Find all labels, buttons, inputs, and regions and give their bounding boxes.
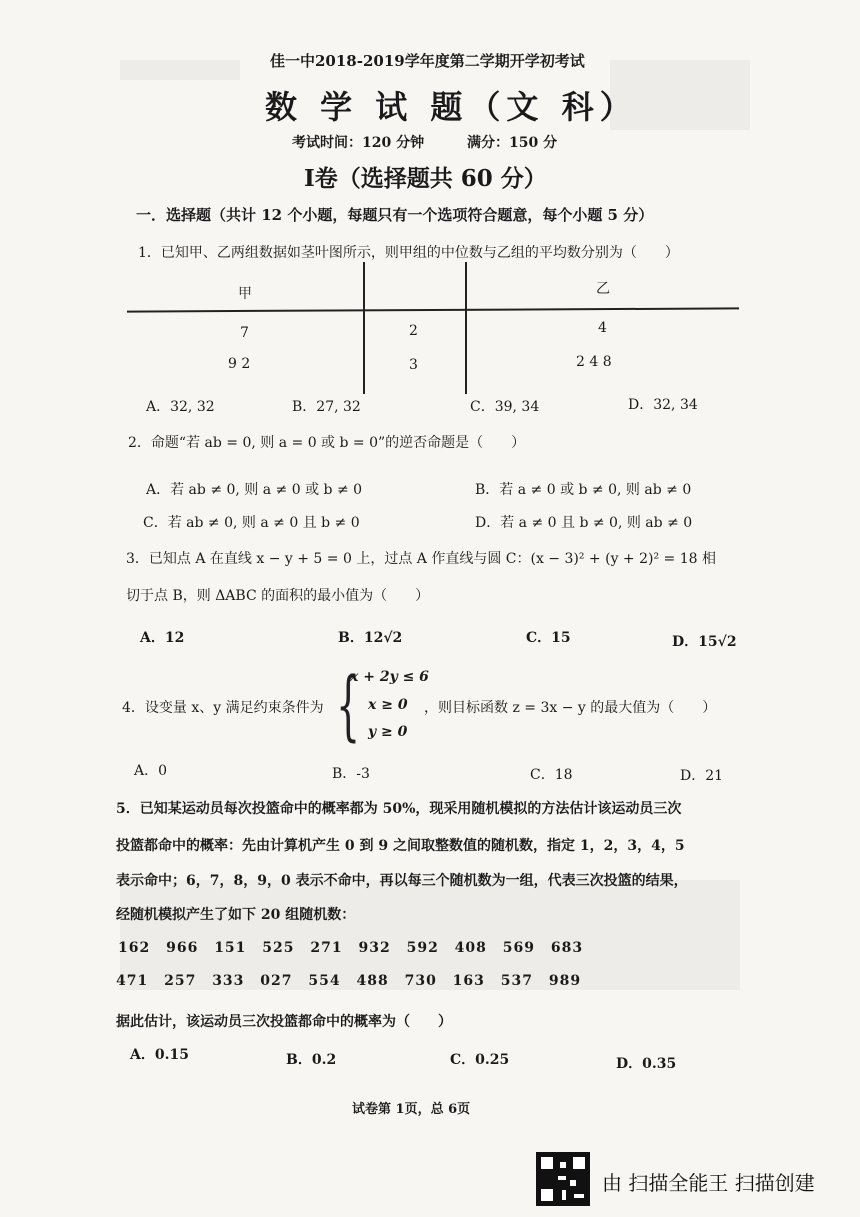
exam-meta [292, 132, 595, 152]
option-b: B．0.2 [286, 1052, 337, 1068]
option-c: C．若 ab ≠ 0, 则 a ≠ 0 且 b ≠ 0 [143, 515, 360, 531]
left-leaf: 7 [240, 325, 249, 341]
question-2-stem: 2．命题“若 ab = 0, 则 a = 0 或 b = 0”的逆否命题是（ ） [128, 435, 526, 451]
left-leaf: 9 2 [228, 356, 251, 372]
option-b: B．27, 32 [292, 399, 361, 415]
constraint: x + 2y ≤ 6 [350, 669, 429, 685]
option-a: A．12 [140, 630, 185, 646]
option-c: C．18 [530, 767, 573, 783]
option-c: C．15 [526, 630, 571, 646]
option-d: D．若 a ≠ 0 且 b ≠ 0, 则 ab ≠ 0 [475, 515, 693, 531]
option-b: B．若 a ≠ 0 或 b ≠ 0, 则 ab ≠ 0 [475, 482, 692, 498]
school-exam-line: 佳一中2018-2019学年度第二学期开学初考试 [270, 52, 585, 70]
question-4-stem: 4．设变量 x、y 满足约束条件为 [122, 700, 324, 716]
stem-leaf-left-header: 甲 [238, 286, 252, 302]
question-5-stem: 5．已知某运动员每次投篮命中的概率都为 50%，现采用随机模拟的方法估计该运动员三次 [116, 801, 682, 817]
right-leaf: 4 [598, 320, 607, 336]
option-b: B．12√2 [338, 630, 403, 646]
question-3-stem: 3．已知点 A 在直线 x − y + 5 = 0 上，过点 A 作直线与圆 C：(x − 3)² + (y + 2)² = 18 相 [126, 551, 716, 567]
table-divider [465, 262, 467, 394]
question-3-stem: 切于点 B，则 ΔABC 的面积的最小值为（ ） [126, 588, 430, 604]
option-d: D．32, 34 [628, 397, 698, 413]
question-1-stem: 1．已知甲、乙两组数据如茎叶图所示，则甲组的中位数与乙组的平均数分别为（ ） [138, 245, 679, 261]
option-c: C．39, 34 [470, 399, 540, 415]
qr-code-icon [536, 1152, 590, 1206]
table-rule [127, 307, 739, 312]
option-a: A．32, 32 [146, 399, 215, 415]
brace-symbol: { [336, 660, 361, 749]
question-5-conclusion: 据此估计，该运动员三次投篮都命中的概率为（ ） [116, 1014, 452, 1030]
question-5-stem: 表示命中；6，7，8，9，0 表示不命中，再以每三个随机数为一组，代表三次投篮的结果， [116, 873, 688, 889]
option-d: D．15√2 [672, 634, 737, 650]
section-title: I卷（选择题共 60 分） [304, 165, 547, 192]
stem-value: 2 [409, 323, 418, 339]
constraint: y ≥ 0 [368, 724, 408, 740]
option-d: D．21 [680, 768, 724, 784]
table-divider [363, 262, 365, 394]
exam-time: 考试时间：120 分钟 [292, 135, 425, 151]
question-4-stem-suffix: ，则目标函数 z = 3x − y 的最大值为（ ） [424, 700, 717, 716]
random-numbers-row: 471 257 333 027 554 488 730 163 537 989 [116, 973, 582, 989]
option-c: C．0.25 [450, 1052, 510, 1068]
option-d: D．0.35 [616, 1056, 677, 1072]
option-b: B．-3 [332, 766, 370, 782]
stem-value: 3 [409, 357, 418, 373]
part-title: 一．选择题（共计 12 个小题，每题只有一个选项符合题意，每个小题 5 分） [136, 206, 654, 224]
page-title: 数 学 试 题（文 科） [265, 88, 638, 126]
page-footer: 试卷第 1页，总 6页 [352, 1102, 471, 1117]
stem-leaf-right-header: 乙 [596, 281, 610, 297]
option-a: A．若 ab ≠ 0, 则 a ≠ 0 或 b ≠ 0 [146, 482, 363, 498]
constraint: x ≥ 0 [368, 697, 408, 713]
option-a: A．0.15 [130, 1047, 189, 1063]
random-numbers-row: 162 966 151 525 271 932 592 408 569 683 [118, 940, 584, 956]
right-leaf: 2 4 8 [576, 354, 612, 370]
scanner-watermark: 由 扫描全能王 扫描创建 [602, 1171, 815, 1195]
question-5-stem: 投篮都命中的概率：先由计算机产生 0 到 9 之间取整数值的随机数，指定 1，2，3，4，5 [116, 838, 685, 854]
full-score: 满分：150 分 [466, 135, 558, 151]
question-5-stem: 经随机模拟产生了如下 20 组随机数： [116, 907, 356, 923]
option-a: A．0 [134, 763, 168, 779]
